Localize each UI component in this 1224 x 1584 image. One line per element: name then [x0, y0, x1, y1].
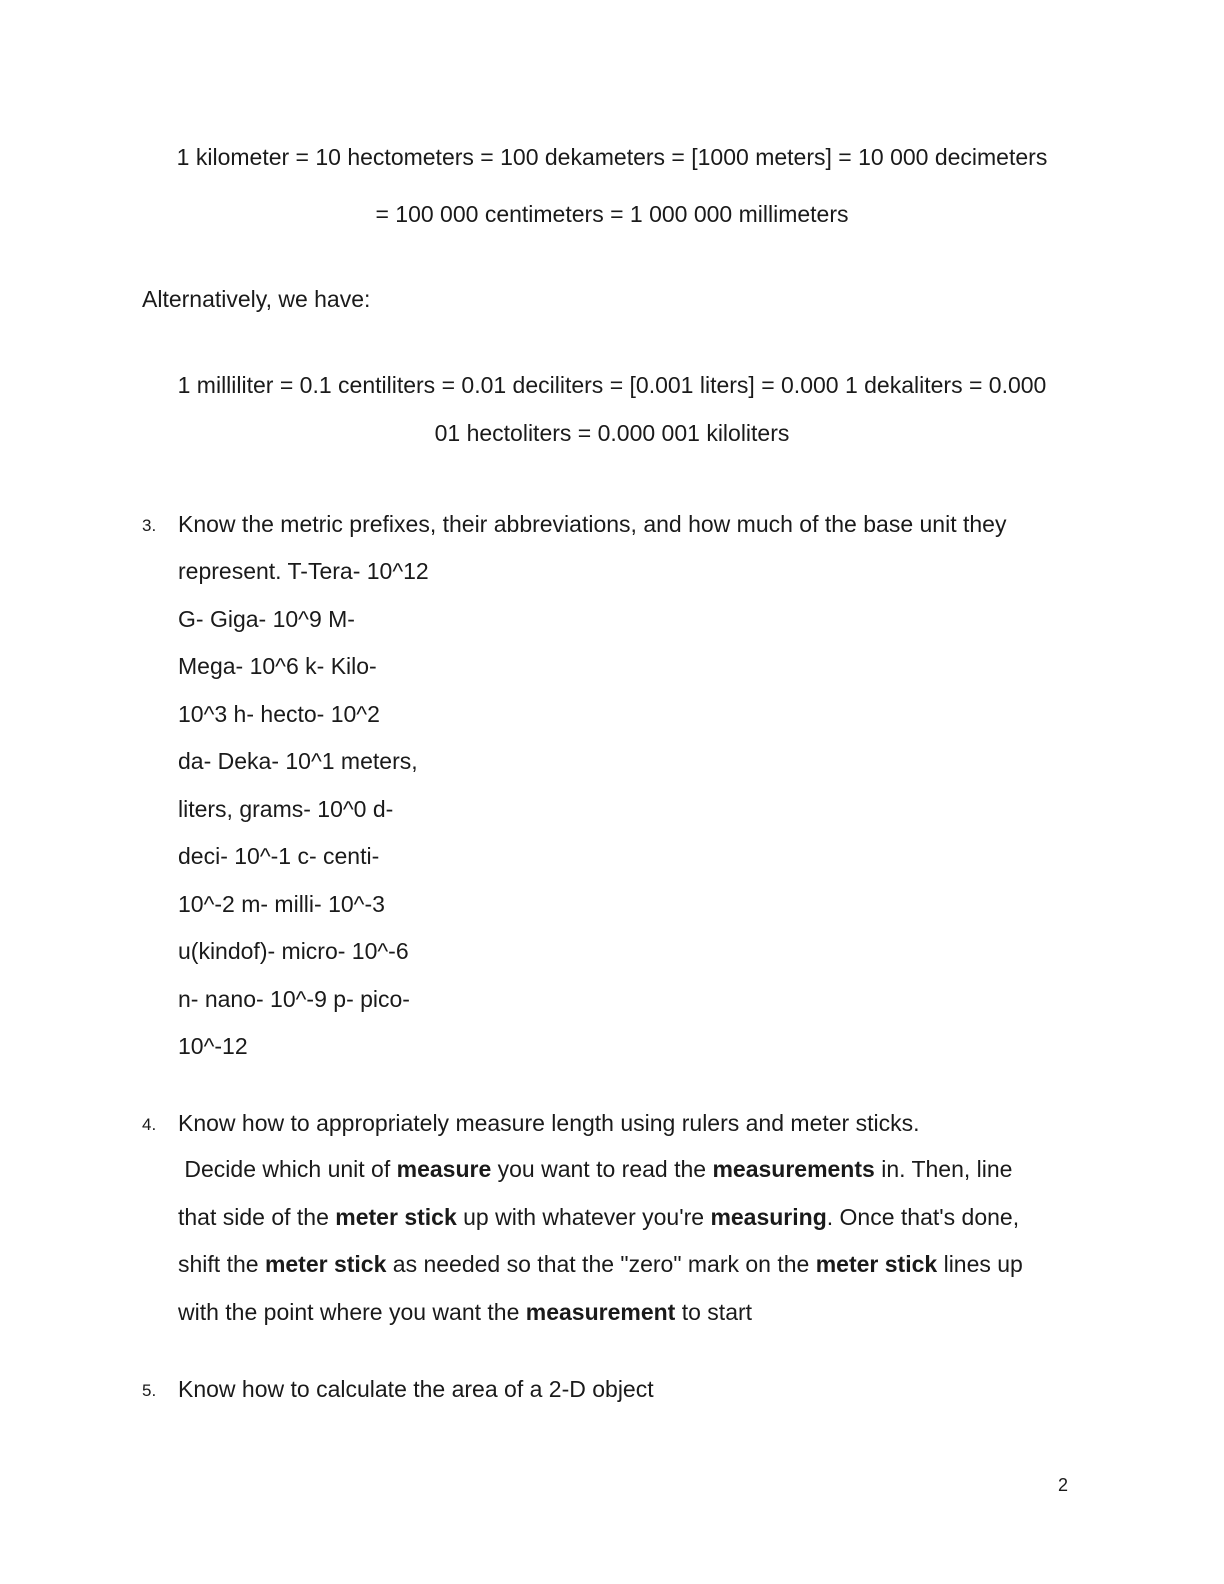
item-3-line: liters, grams- 10^0 d-	[178, 796, 394, 822]
item-4-number: 4.	[142, 1115, 157, 1134]
item-5-heading: Know how to calculate the area of a 2-D object	[178, 1376, 654, 1402]
length-conversion-line-1: 1 kilometer = 10 hectometers = 100 dekameters = [1000 meters] = 10 000 decimeters	[176, 144, 1048, 170]
alternative-intro: Alternatively, we have:	[142, 286, 371, 312]
item-3-line: 10^-12	[178, 1033, 248, 1059]
item-3-line: u(kindof)- micro- 10^-6	[178, 938, 409, 964]
item-4-paragraph-line-3: shift the meter stick as needed so that the "zero" mark on the meter stick lines up	[178, 1251, 1023, 1277]
item-3-line: n- nano- 10^-9 p- pico-	[178, 986, 410, 1012]
volume-conversion-line-2: 01 hectoliters = 0.000 001 kiloliters	[434, 420, 790, 446]
item-3-line: Mega- 10^6 k- Kilo-	[178, 653, 377, 679]
item-3-number: 3.	[142, 516, 157, 535]
item-4-paragraph-line-1: Decide which unit of measure you want to read the measurements in. Then, line	[178, 1156, 1013, 1182]
volume-conversion-line-1: 1 milliliter = 0.1 centiliters = 0.01 deciliters = [0.001 liters] = 0.000 1 dekaliters = 0.000	[177, 372, 1047, 398]
item-3-line: 10^3 h- hecto- 10^2	[178, 701, 380, 727]
item-3-line: represent. T-Tera- 10^12	[178, 558, 429, 584]
item-3-line: G- Giga- 10^9 M-	[178, 606, 355, 632]
page-number: 2	[1058, 1475, 1069, 1495]
item-5-number: 5.	[142, 1381, 157, 1400]
length-conversion-line-2: = 100 000 centimeters = 1 000 000 millimeters	[375, 201, 849, 227]
item-4-heading: Know how to appropriately measure length using rulers and meter sticks.	[178, 1110, 920, 1136]
item-3-line: da- Deka- 10^1 meters,	[178, 748, 418, 774]
item-4-paragraph-line-2: that side of the meter stick up with whatever you're measuring. Once that's done,	[178, 1204, 1020, 1230]
item-3-line: 10^-2 m- milli- 10^-3	[178, 891, 385, 917]
item-3-line: Know the metric prefixes, their abbreviations, and how much of the base unit they	[178, 511, 1007, 537]
item-4-paragraph-line-4: with the point where you want the measurement to start	[178, 1299, 753, 1325]
item-3-line: deci- 10^-1 c- centi-	[178, 843, 380, 869]
